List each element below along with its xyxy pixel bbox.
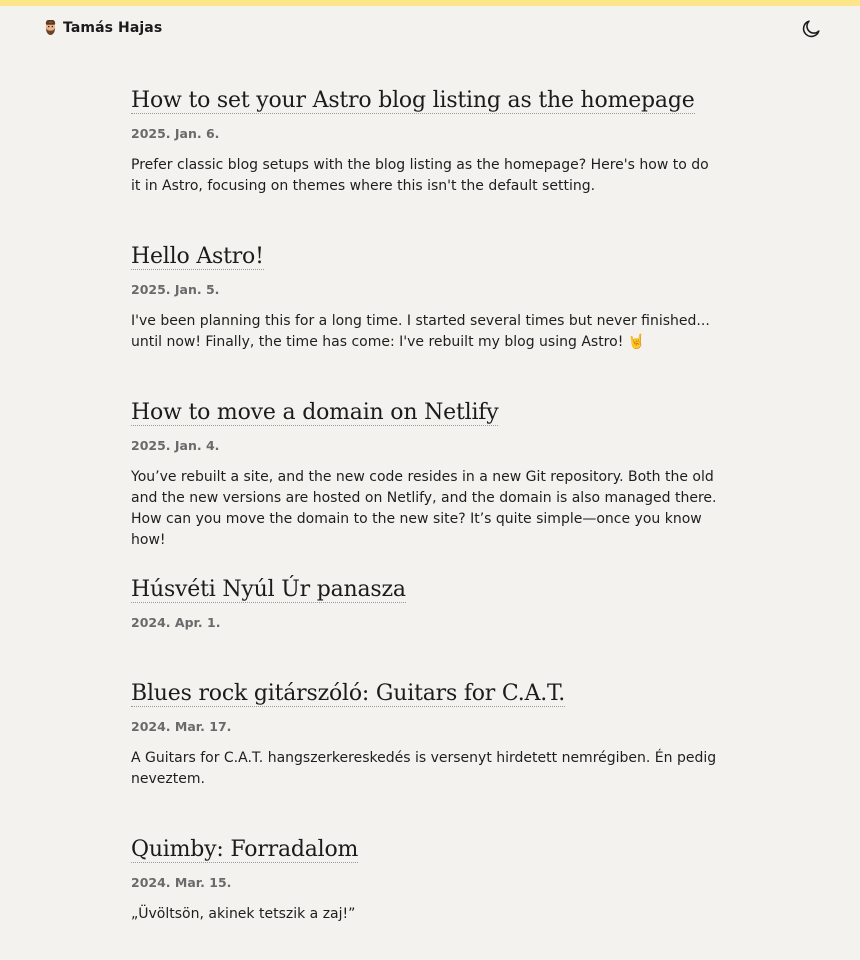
post-date: 2025. Jan. 4. [131, 438, 220, 453]
post-title-link[interactable]: Blues rock gitárszóló: Guitars for C.A.T. [131, 681, 566, 706]
post-date: 2024. Mar. 15. [131, 875, 232, 890]
post-title-link[interactable]: Hello Astro! [131, 244, 264, 269]
site-header [0, 6, 860, 52]
site-name: Tamás Hajas [63, 19, 163, 36]
post-title-link[interactable]: How to set your Astro blog listing as the homepage [131, 88, 695, 113]
post-description: You’ve rebuilt a site, and the new code resides in a new Git repository. Both the old and the new versions are hosted on Netlify, and the domain is also managed there. How can you move the domain to the new site? It’s quite simple—once you know how! [131, 469, 717, 548]
post-item [131, 396, 721, 573]
post-title [131, 84, 721, 118]
post-title [131, 833, 721, 867]
post-title-link[interactable]: Húsvéti Nyúl Úr panasza [131, 577, 406, 602]
post-item [131, 573, 721, 677]
post-date: 2024. Apr. 1. [131, 615, 221, 630]
moon-icon [800, 28, 822, 43]
post-title [131, 240, 721, 274]
post-date: 2024. Mar. 17. [131, 719, 232, 734]
post-description: A Guitars for C.A.T. hangszerkereskedés is versenyt hirdetett nemrégiben. Én pedig neveztem. [131, 750, 717, 787]
post-description: „Üvöltsön, akinek tetszik a zaj!” [131, 906, 356, 922]
post-date: 2025. Jan. 6. [131, 126, 220, 141]
theme-toggle-button[interactable] [800, 18, 822, 40]
post-title [131, 396, 721, 430]
post-date: 2025. Jan. 5. [131, 282, 220, 297]
post-description: Prefer classic blog setups with the blog listing as the homepage? Here's how to do it in Astro, focusing on themes where this isn't the default setting. [131, 157, 709, 194]
post-title [131, 677, 721, 711]
post-item [131, 677, 721, 833]
post-title [131, 573, 721, 607]
post-title-link[interactable]: Quimby: Forradalom [131, 837, 359, 862]
post-item [131, 84, 721, 240]
post-item [131, 240, 721, 396]
post-description: I've been planning this for a long time. I started several times but never finished... until now! Finally, the time has come: I've rebuilt my blog using Astro! 🤘 [131, 313, 710, 350]
post-item [131, 833, 721, 925]
post-list [131, 84, 721, 925]
post-title-link[interactable]: How to move a domain on Netlify [131, 400, 499, 425]
home-link[interactable] [42, 19, 162, 36]
bearded-man-emoji-icon [42, 19, 59, 36]
